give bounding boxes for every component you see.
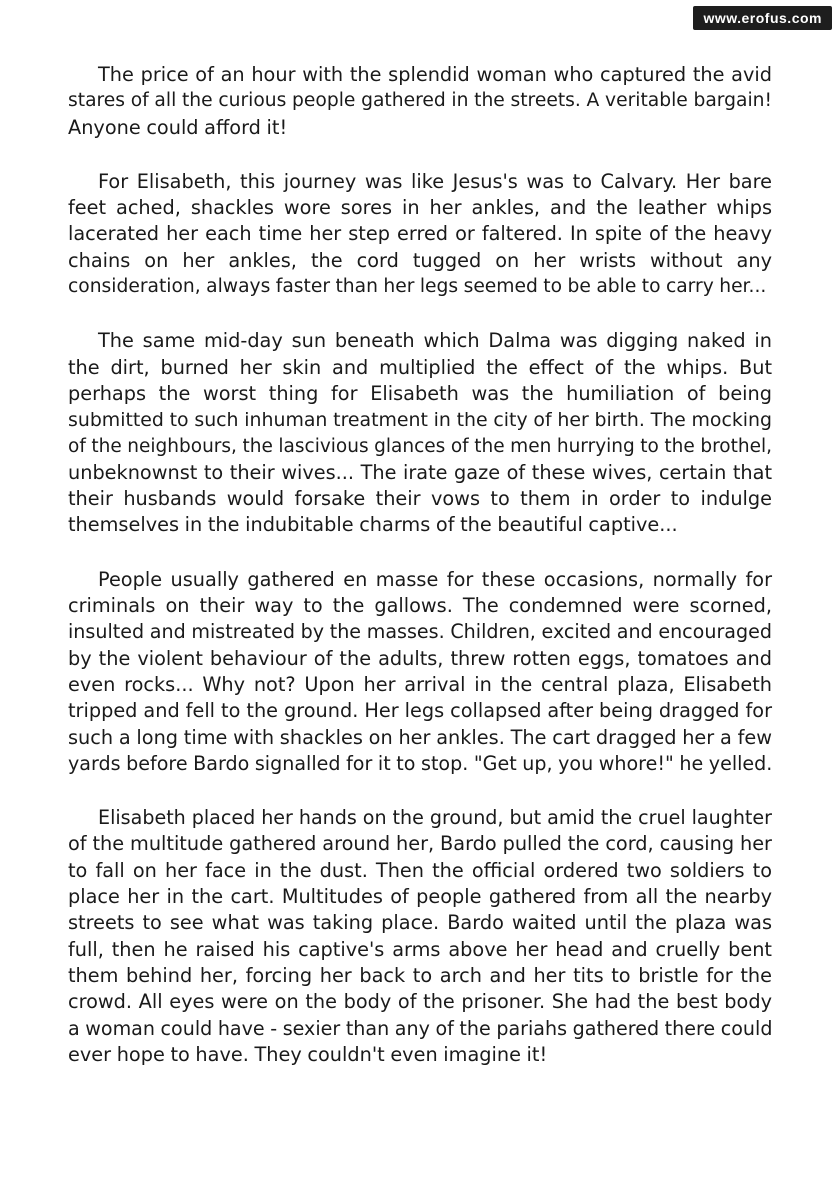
text-line: tripped and fell to the ground. Her legs collapsed after being dragged for [68,699,772,723]
text-line: unbeknownst to their wives... The irate gaze of these wives, certain that [68,460,772,484]
text-line: chains on her ankles, the cord tugged on her wrists without any [68,248,772,272]
text-line: crowd. All eyes were on the body of the prisoner. She had the best body [68,990,772,1014]
text-line: such a long time with shackles on her ankles. The cart dragged her a few [68,725,772,749]
paragraph [68,62,772,141]
text-line: yards before Bardo signalled for it to stop. "Get up, you whore!" he yelled. [68,751,773,775]
text-line: of the multitude gathered around her, Bardo pulled the cord, causing her [68,832,772,856]
text-line: People usually gathered en masse for these occasions, normally for [98,567,772,591]
text-line: place her in the cart. Multitudes of people gathered from all the nearby [68,885,772,909]
text-line: perhaps the worst thing for Elisabeth was the humiliation of being [68,381,772,405]
text-line: them behind her, forcing her back to arch and her tits to bristle for the [68,963,772,987]
paragraph [68,169,772,300]
text-line: their husbands would forsake their vows to them in order to indulge [68,487,772,511]
text-line: insulted and mistreated by the masses. Children, excited and encouraged [68,620,772,644]
site-watermark: www.erofus.com [693,6,832,30]
paragraph [68,567,772,777]
text-line: lacerated her each time her step erred or faltered. In spite of the heavy [68,222,772,246]
text-line: For Elisabeth, this journey was like Jesus's was to Calvary. Her bare [98,169,772,193]
text-line: The price of an hour with the splendid woman who captured the avid [98,63,772,86]
text-line: Elisabeth placed her hands on the ground, but amid the cruel laughter [98,806,772,830]
text-line: Anyone could afford it! [68,115,288,139]
text-line: full, then he raised his captive's arms above her head and cruelly bent [68,937,772,961]
text-line: criminals on their way to the gallows. The condemned were scorned, [68,594,772,618]
text-line: themselves in the indubitable charms of the beautiful captive... [68,513,678,537]
text-line: streets to see what was taking place. Bardo waited until the plaza was [68,911,772,935]
text-line: the dirt, burned her skin and multiplied the effect of the whips. But [68,355,772,379]
text-line: The same mid-day sun beneath which Dalma was digging naked in [98,329,772,353]
text-line: by the violent behaviour of the adults, threw rotten eggs, tomatoes and [68,646,772,670]
paragraph [68,805,772,1068]
text-line: submitted to such inhuman treatment in the city of her birth. The mocking [68,409,772,432]
text-line: to fall on her face in the dust. Then the official ordered two soldiers to [68,858,772,882]
text-line: consideration, always faster than her legs seemed to be able to carry her... [68,276,767,298]
text-line: feet ached, shackles wore sores in her ankles, and the leather whips [68,196,772,220]
paragraph [68,328,772,538]
text-line: of the neighbours, the lascivious glances of the men hurrying to the brothel, [68,435,772,457]
text-line: even rocks... Why not? Upon her arrival in the central plaza, Elisabeth [68,672,772,696]
text-line: ever hope to have. They couldn't even imagine it! [68,1042,548,1066]
text-line: stares of all the curious people gathered in the streets. A veritable bargain! [68,90,772,112]
text-line: a woman could have - sexier than any of the pariahs gathered there could [68,1016,773,1040]
document-page [68,62,772,1096]
